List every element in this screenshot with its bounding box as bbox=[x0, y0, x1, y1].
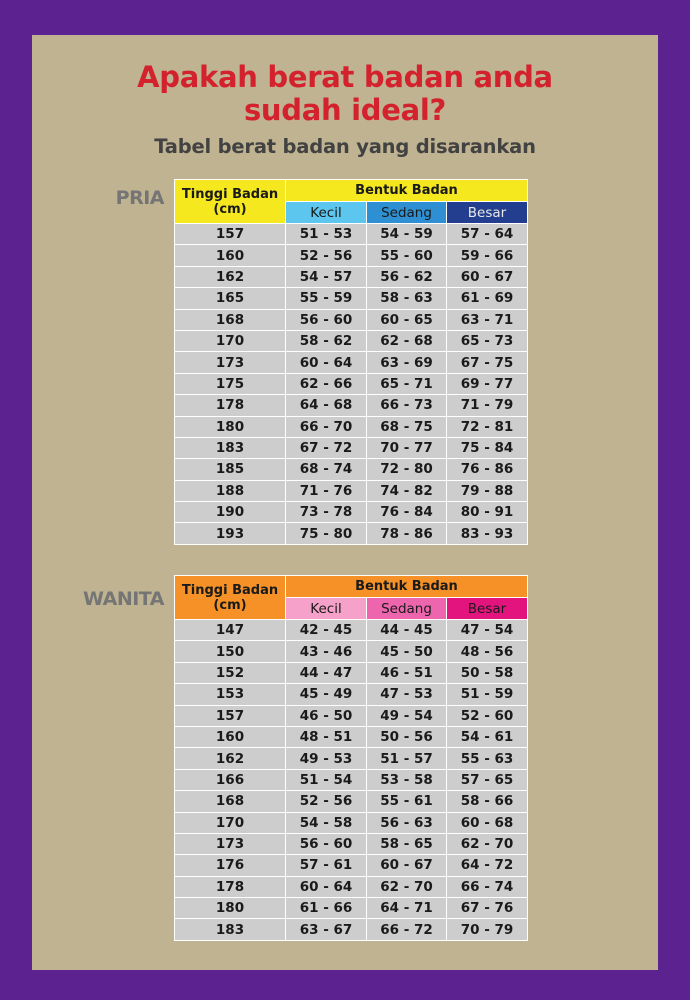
pria-col-sedang: Sedang bbox=[367, 202, 447, 224]
pria-shape-header: Bentuk Badan bbox=[286, 180, 528, 202]
pria-height-cell: 173 bbox=[175, 352, 286, 373]
wanita-sedang-cell: 50 - 56 bbox=[367, 726, 447, 747]
pria-besar-cell: 63 - 71 bbox=[447, 309, 528, 330]
pria-besar-cell: 80 - 91 bbox=[447, 502, 528, 523]
wanita-kecil-cell: 57 - 61 bbox=[286, 855, 367, 876]
pria-sedang-cell: 62 - 68 bbox=[367, 330, 447, 351]
pria-kecil-cell: 55 - 59 bbox=[286, 288, 367, 309]
wanita-besar-cell: 70 - 79 bbox=[447, 919, 528, 940]
pria-besar-cell: 61 - 69 bbox=[447, 288, 528, 309]
page-subtitle: Tabel berat badan yang disarankan bbox=[154, 135, 536, 158]
pria-sedang-cell: 60 - 65 bbox=[367, 309, 447, 330]
pria-table-row bbox=[175, 330, 528, 351]
wanita-kecil-cell: 43 - 46 bbox=[286, 641, 367, 662]
wanita-sedang-cell: 51 - 57 bbox=[367, 748, 447, 769]
pria-table-row bbox=[175, 480, 528, 501]
wanita-height-cell: 180 bbox=[175, 898, 286, 919]
pria-sedang-cell: 76 - 84 bbox=[367, 502, 447, 523]
wanita-height-cell: 178 bbox=[175, 876, 286, 897]
pria-height-cell: 180 bbox=[175, 416, 286, 437]
wanita-table-row bbox=[175, 898, 528, 919]
pria-height-cell: 162 bbox=[175, 266, 286, 287]
wanita-besar-cell: 55 - 63 bbox=[447, 748, 528, 769]
wanita-kecil-cell: 51 - 54 bbox=[286, 769, 367, 790]
wanita-table-row bbox=[175, 620, 528, 641]
pria-table-row bbox=[175, 459, 528, 480]
wanita-sedang-cell: 62 - 70 bbox=[367, 876, 447, 897]
pria-table-row bbox=[175, 352, 528, 373]
wanita-besar-cell: 47 - 54 bbox=[447, 620, 528, 641]
pria-besar-cell: 60 - 67 bbox=[447, 266, 528, 287]
pria-weight-table bbox=[174, 179, 528, 545]
wanita-kecil-cell: 54 - 58 bbox=[286, 812, 367, 833]
pria-height-cell: 188 bbox=[175, 480, 286, 501]
wanita-table-row bbox=[175, 855, 528, 876]
wanita-col-besar: Besar bbox=[447, 598, 528, 620]
wanita-besar-cell: 57 - 65 bbox=[447, 769, 528, 790]
pria-table-row bbox=[175, 309, 528, 330]
pria-besar-cell: 76 - 86 bbox=[447, 459, 528, 480]
pria-height-cell: 165 bbox=[175, 288, 286, 309]
pria-kecil-cell: 56 - 60 bbox=[286, 309, 367, 330]
pria-height-cell: 175 bbox=[175, 373, 286, 394]
pria-sedang-cell: 74 - 82 bbox=[367, 480, 447, 501]
wanita-table-row bbox=[175, 919, 528, 940]
wanita-besar-cell: 50 - 58 bbox=[447, 662, 528, 683]
wanita-height-unit: (cm) bbox=[213, 597, 247, 613]
pria-kecil-cell: 66 - 70 bbox=[286, 416, 367, 437]
pria-besar-cell: 59 - 66 bbox=[447, 245, 528, 266]
pria-besar-cell: 83 - 93 bbox=[447, 523, 528, 544]
wanita-table-row bbox=[175, 705, 528, 726]
pria-height-cell: 193 bbox=[175, 523, 286, 544]
wanita-table-row bbox=[175, 748, 528, 769]
wanita-besar-cell: 64 - 72 bbox=[447, 855, 528, 876]
pria-kecil-cell: 62 - 66 bbox=[286, 373, 367, 394]
pria-kecil-cell: 71 - 76 bbox=[286, 480, 367, 501]
pria-label: PRIA bbox=[115, 187, 164, 209]
pria-table-row bbox=[175, 416, 528, 437]
wanita-besar-cell: 62 - 70 bbox=[447, 833, 528, 854]
wanita-table-row bbox=[175, 641, 528, 662]
wanita-height-header bbox=[175, 576, 286, 620]
pria-table-row bbox=[175, 395, 528, 416]
pria-kecil-cell: 67 - 72 bbox=[286, 437, 367, 458]
wanita-kecil-cell: 49 - 53 bbox=[286, 748, 367, 769]
pria-besar-cell: 79 - 88 bbox=[447, 480, 528, 501]
wanita-sedang-cell: 47 - 53 bbox=[367, 684, 447, 705]
pria-sedang-cell: 66 - 73 bbox=[367, 395, 447, 416]
pria-besar-cell: 75 - 84 bbox=[447, 437, 528, 458]
pria-besar-cell: 67 - 75 bbox=[447, 352, 528, 373]
wanita-height-cell: 152 bbox=[175, 662, 286, 683]
wanita-sedang-cell: 60 - 67 bbox=[367, 855, 447, 876]
pria-sedang-cell: 56 - 62 bbox=[367, 266, 447, 287]
wanita-height-cell: 150 bbox=[175, 641, 286, 662]
pria-height-cell: 160 bbox=[175, 245, 286, 266]
wanita-kecil-cell: 61 - 66 bbox=[286, 898, 367, 919]
wanita-height-cell: 173 bbox=[175, 833, 286, 854]
pria-table-row bbox=[175, 266, 528, 287]
pria-besar-cell: 57 - 64 bbox=[447, 224, 528, 245]
pria-kecil-cell: 51 - 53 bbox=[286, 224, 367, 245]
wanita-table-row bbox=[175, 726, 528, 747]
wanita-table-row bbox=[175, 791, 528, 812]
pria-height-header-label: Tinggi Badan bbox=[181, 186, 279, 202]
pria-table-row bbox=[175, 437, 528, 458]
pria-height-cell: 178 bbox=[175, 395, 286, 416]
page-title bbox=[32, 61, 658, 127]
pria-kecil-cell: 68 - 74 bbox=[286, 459, 367, 480]
pria-height-cell: 183 bbox=[175, 437, 286, 458]
wanita-sedang-cell: 58 - 65 bbox=[367, 833, 447, 854]
wanita-height-header-label: Tinggi Badan bbox=[181, 582, 279, 598]
wanita-height-cell: 162 bbox=[175, 748, 286, 769]
title-line-1: Apakah berat badan anda bbox=[137, 60, 553, 94]
wanita-kecil-cell: 52 - 56 bbox=[286, 791, 367, 812]
wanita-kecil-cell: 56 - 60 bbox=[286, 833, 367, 854]
wanita-height-cell: 147 bbox=[175, 620, 286, 641]
wanita-col-kecil: Kecil bbox=[286, 598, 367, 620]
wanita-kecil-cell: 45 - 49 bbox=[286, 684, 367, 705]
wanita-besar-cell: 54 - 61 bbox=[447, 726, 528, 747]
wanita-table-row bbox=[175, 812, 528, 833]
pria-sedang-cell: 65 - 71 bbox=[367, 373, 447, 394]
pria-kecil-cell: 52 - 56 bbox=[286, 245, 367, 266]
pria-col-kecil: Kecil bbox=[286, 202, 367, 224]
pria-sedang-cell: 70 - 77 bbox=[367, 437, 447, 458]
pria-height-cell: 168 bbox=[175, 309, 286, 330]
pria-besar-cell: 69 - 77 bbox=[447, 373, 528, 394]
wanita-sedang-cell: 55 - 61 bbox=[367, 791, 447, 812]
wanita-sedang-cell: 66 - 72 bbox=[367, 919, 447, 940]
wanita-table-row bbox=[175, 833, 528, 854]
pria-table-row bbox=[175, 523, 528, 544]
wanita-kecil-cell: 42 - 45 bbox=[286, 620, 367, 641]
pria-height-cell: 170 bbox=[175, 330, 286, 351]
wanita-weight-table bbox=[174, 575, 528, 941]
wanita-besar-cell: 66 - 74 bbox=[447, 876, 528, 897]
pria-sedang-cell: 72 - 80 bbox=[367, 459, 447, 480]
wanita-table-body bbox=[175, 620, 528, 941]
pria-sedang-cell: 63 - 69 bbox=[367, 352, 447, 373]
wanita-sedang-cell: 45 - 50 bbox=[367, 641, 447, 662]
wanita-kecil-cell: 46 - 50 bbox=[286, 705, 367, 726]
wanita-kecil-cell: 44 - 47 bbox=[286, 662, 367, 683]
wanita-besar-cell: 48 - 56 bbox=[447, 641, 528, 662]
wanita-table-row bbox=[175, 876, 528, 897]
wanita-height-cell: 176 bbox=[175, 855, 286, 876]
wanita-height-cell: 153 bbox=[175, 684, 286, 705]
pria-sedang-cell: 68 - 75 bbox=[367, 416, 447, 437]
wanita-sedang-cell: 44 - 45 bbox=[367, 620, 447, 641]
pria-kecil-cell: 58 - 62 bbox=[286, 330, 367, 351]
pria-table-row bbox=[175, 373, 528, 394]
wanita-sedang-cell: 46 - 51 bbox=[367, 662, 447, 683]
pria-table-body bbox=[175, 224, 528, 545]
wanita-kecil-cell: 60 - 64 bbox=[286, 876, 367, 897]
wanita-table-row bbox=[175, 684, 528, 705]
pria-kecil-cell: 54 - 57 bbox=[286, 266, 367, 287]
wanita-sedang-cell: 49 - 54 bbox=[367, 705, 447, 726]
wanita-besar-cell: 58 - 66 bbox=[447, 791, 528, 812]
pria-table-row bbox=[175, 502, 528, 523]
wanita-height-cell: 170 bbox=[175, 812, 286, 833]
pria-height-header bbox=[175, 180, 286, 224]
pria-col-besar: Besar bbox=[447, 202, 528, 224]
wanita-label: WANITA bbox=[83, 588, 164, 610]
pria-table-row bbox=[175, 224, 528, 245]
wanita-sedang-cell: 56 - 63 bbox=[367, 812, 447, 833]
pria-kecil-cell: 75 - 80 bbox=[286, 523, 367, 544]
wanita-besar-cell: 60 - 68 bbox=[447, 812, 528, 833]
wanita-shape-header: Bentuk Badan bbox=[286, 576, 528, 598]
pria-sedang-cell: 55 - 60 bbox=[367, 245, 447, 266]
pria-besar-cell: 72 - 81 bbox=[447, 416, 528, 437]
wanita-sedang-cell: 53 - 58 bbox=[367, 769, 447, 790]
pria-table-row bbox=[175, 245, 528, 266]
pria-table-row bbox=[175, 288, 528, 309]
pria-height-unit: (cm) bbox=[213, 201, 247, 217]
poster bbox=[32, 35, 658, 970]
pria-height-cell: 185 bbox=[175, 459, 286, 480]
pria-besar-cell: 65 - 73 bbox=[447, 330, 528, 351]
wanita-kecil-cell: 63 - 67 bbox=[286, 919, 367, 940]
wanita-table-row bbox=[175, 662, 528, 683]
pria-besar-cell: 71 - 79 bbox=[447, 395, 528, 416]
wanita-besar-cell: 67 - 76 bbox=[447, 898, 528, 919]
wanita-table-row bbox=[175, 769, 528, 790]
pria-kecil-cell: 73 - 78 bbox=[286, 502, 367, 523]
wanita-height-cell: 168 bbox=[175, 791, 286, 812]
wanita-besar-cell: 52 - 60 bbox=[447, 705, 528, 726]
pria-height-cell: 190 bbox=[175, 502, 286, 523]
pria-sedang-cell: 54 - 59 bbox=[367, 224, 447, 245]
pria-kecil-cell: 64 - 68 bbox=[286, 395, 367, 416]
wanita-sedang-cell: 64 - 71 bbox=[367, 898, 447, 919]
pria-sedang-cell: 58 - 63 bbox=[367, 288, 447, 309]
pria-height-cell: 157 bbox=[175, 224, 286, 245]
wanita-height-cell: 183 bbox=[175, 919, 286, 940]
wanita-height-cell: 160 bbox=[175, 726, 286, 747]
wanita-besar-cell: 51 - 59 bbox=[447, 684, 528, 705]
wanita-col-sedang: Sedang bbox=[367, 598, 447, 620]
title-line-2: sudah ideal? bbox=[243, 93, 447, 127]
wanita-height-cell: 166 bbox=[175, 769, 286, 790]
wanita-height-cell: 157 bbox=[175, 705, 286, 726]
pria-kecil-cell: 60 - 64 bbox=[286, 352, 367, 373]
pria-sedang-cell: 78 - 86 bbox=[367, 523, 447, 544]
wanita-kecil-cell: 48 - 51 bbox=[286, 726, 367, 747]
